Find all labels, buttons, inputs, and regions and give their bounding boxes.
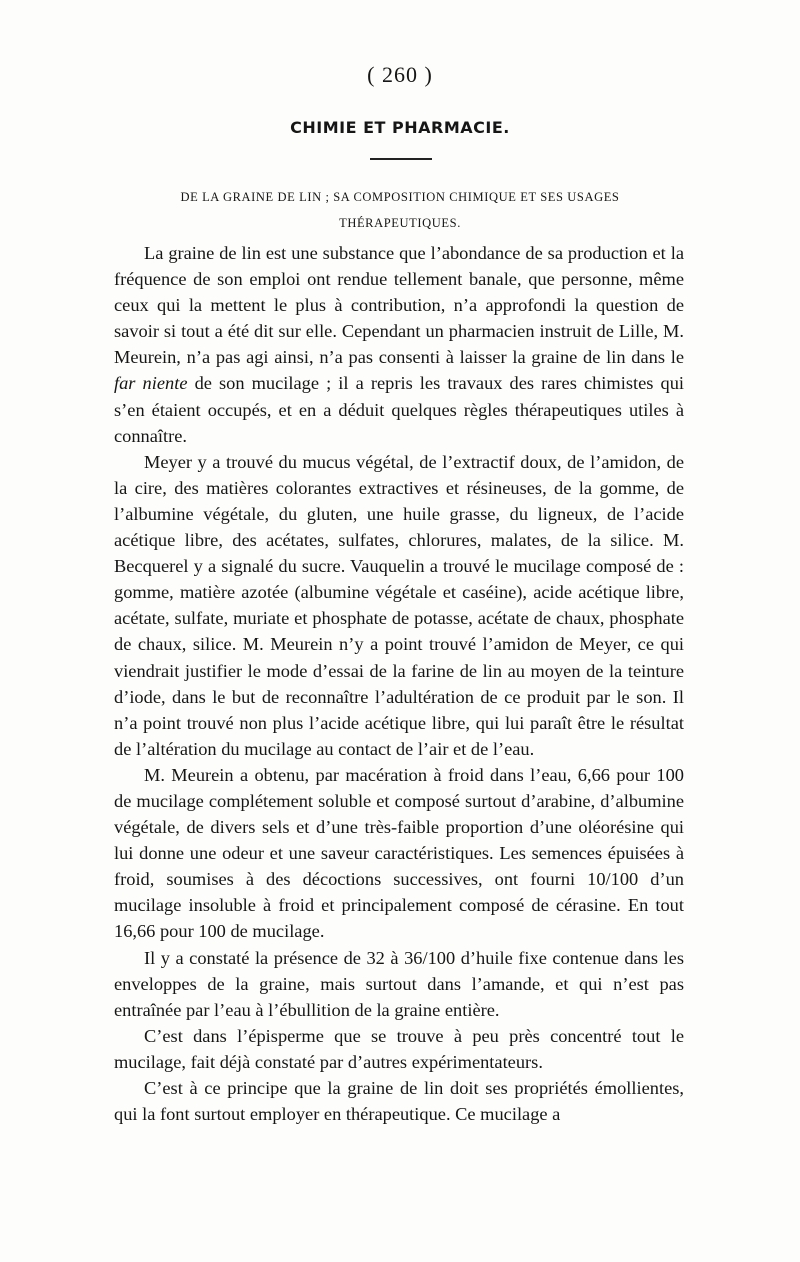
- article-title: DE LA GRAINE DE LIN ; SA COMPOSITION CHIMIQUE ET SES USAGES THÉRAPEUTIQUES.: [180, 190, 620, 230]
- paragraph-4: Il y a constaté la présence de 32 à 36/100 d’huile fixe contenue dans les enveloppes de la graine, mais surtout dans l’amande, et qui n’est pas entraînée par l’eau à l’ébullition de la graine entière.: [114, 947, 684, 1020]
- paragraph-1-text-a: La graine de lin est une substance que l’abondance de sa production et la fréquence de son emploi ont rendue tellement banale, que personne, même ceux qui la mettent le plus à contribution, n’a approfondi la question de savoir si tout a été dit sur elle. Cependant un pharmacien instruit de Lille, M. Meurein, n’a pas agi ainsi, n’a pas consenti à laisser la graine de lin dans le: [114, 243, 684, 368]
- paragraph-6: C’est à ce principe que la graine de lin doit ses propriétés émollientes, qui la font surtout employer en thérapeutique. Ce mucilage a: [114, 1078, 684, 1125]
- title-divider: [370, 158, 432, 160]
- article-body: [114, 240, 684, 1127]
- paragraph-3: M. Meurein a obtenu, par macération à froid dans l’eau, 6,66 pour 100 de mucilage complétement soluble et composé surtout d’arabine, d’albumine végétale, de divers sels et d’une très-faible proportion d’une oléorésine qui lui donne une odeur et une saveur caractéristiques. Les semences épuisées à froid, soumises à des décoctions successives, ont fourni 10/100 d’un mucilage insoluble à froid et principalement composé de cérasine. En tout 16,66 pour 100 de mucilage.: [114, 764, 684, 942]
- page-number: ( 260 ): [367, 62, 433, 87]
- paragraph-1: [114, 240, 684, 449]
- section-title: CHIMIE ET PHARMACIE.: [290, 118, 510, 137]
- paragraph-2: Meyer y a trouvé du mucus végétal, de l’extractif doux, de l’amidon, de la cire, des matières colorantes extractives et résineuses, de la gomme, de l’albumine végétale, du gluten, une huile grasse, du ligneux, de l’acide acétique libre, des acétates, sulfates, chlorures, malates, de la silice. M. Becquerel y a signalé du sucre. Vauquelin a trouvé le mucilage composé de : gomme, matière azotée (albumine végétale et caséine), acide acétique libre, acétate, sulfate, muriate et phosphate de potasse, acétate de chaux, phosphate de chaux, silice. M. Meurein n’y a point trouvé l’amidon de Meyer, ce qui viendrait justifier le mode d’essai de la farine de lin au moyen de la teinture d’iode, dans le but de reconnaître l’adultération de ce produit par le son. Il n’a point trouvé non plus l’acide acétique libre, qui lui paraît être le résultat de l’altération du mucilage au contact de l’air et de l’eau.: [114, 451, 684, 759]
- paragraph-1-text-b: de son mucilage ; il a repris les travaux des rares chimistes qui s’en étaient occupés, et en a déduit quelques règles thérapeutiques utiles à connaître.: [114, 373, 684, 446]
- paragraph-1-italic-phrase: far niente: [114, 373, 188, 394]
- paragraph-5: C’est dans l’épisperme que se trouve à peu près concentré tout le mucilage, fait déjà constaté par d’autres expérimentateurs.: [114, 1025, 684, 1072]
